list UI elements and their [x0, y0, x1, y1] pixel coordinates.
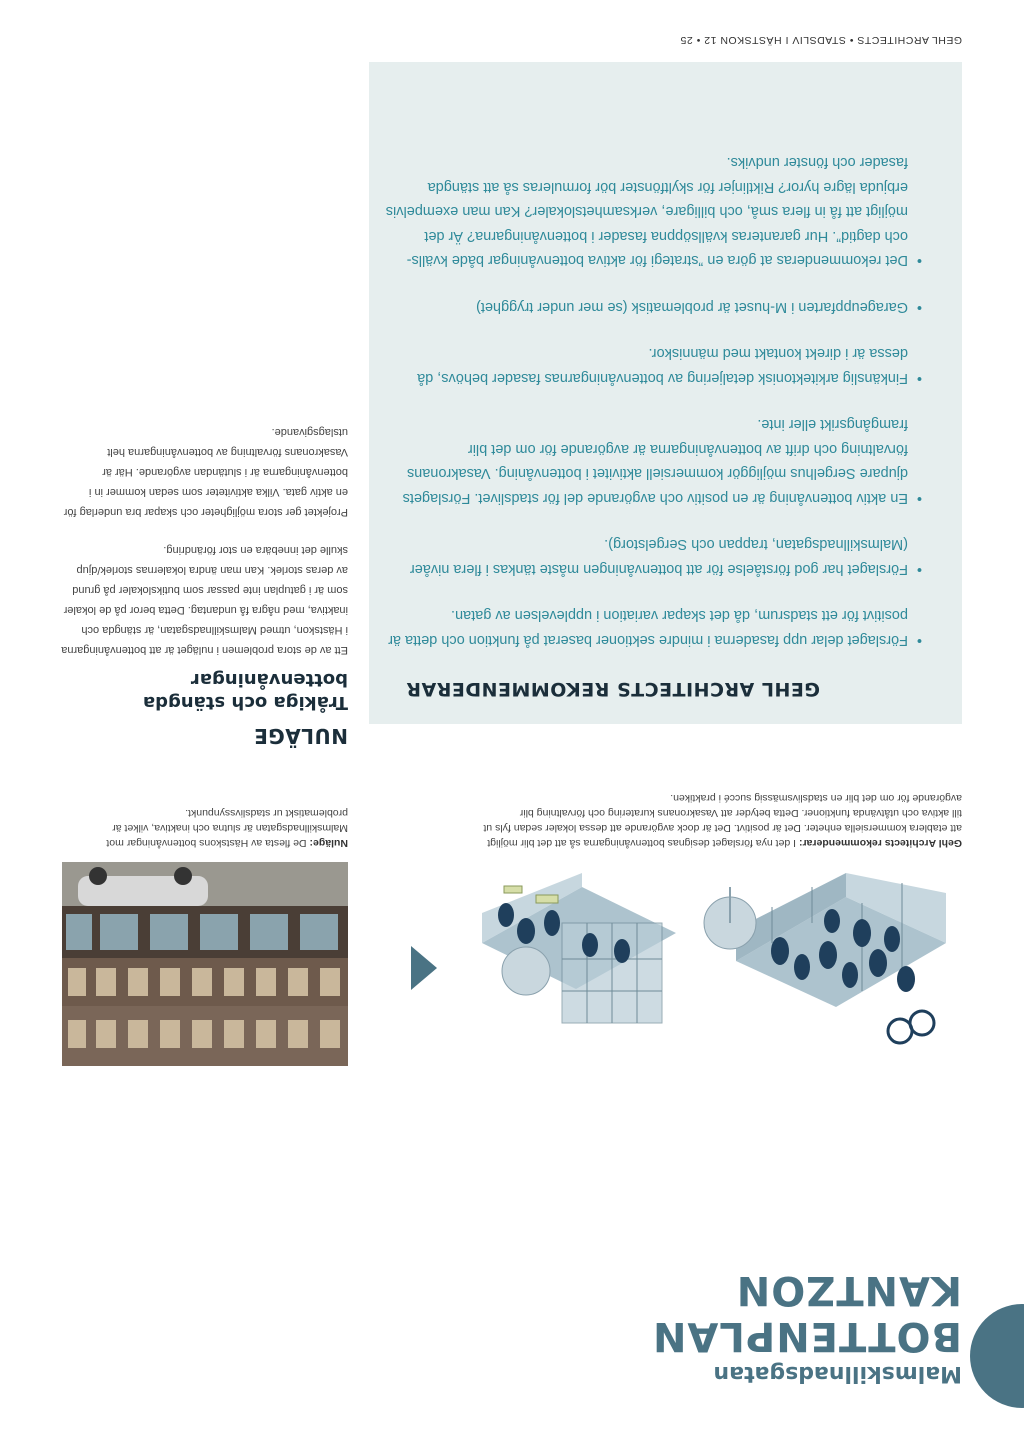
current-caption-label: Nuläge:: [309, 837, 348, 849]
recommendations-box: [369, 62, 962, 724]
current-situation-subheading: Tråkiga och stängda bottenvåningar: [142, 669, 348, 713]
arrow-between-diagrams: [682, 955, 697, 981]
current-situation-column: [58, 404, 348, 748]
recommendation-item: • En aktiv bottenvåning är en positiv och avgörande del för stadslivet. Förslagets djupare Sergelhus möjliggör kommersiell aktivitet i bottenvåning. Vasakronans förvaltning och drift av bottenvåningarna är avgörande för om det blir framgångsrikt eller inte.: [382, 412, 922, 510]
recommendation-item: • Förslaget delar upp fasaderna i mindre sektioner baserat på funktion och detta är positivt för ett stadsrum, då det skapar variation i upplevelsen av gatan.: [382, 603, 922, 652]
recommendation-item: • Förslaget har god förståelse för att bottenvåningen måste tänkas i flera nivåer (Malmskillnadsgatan, trappan och Sergelstorg).: [382, 532, 922, 581]
recommendation-item: • Garageuppfarten i M-huset är problematisk (se mer under trygghet): [382, 295, 922, 320]
recommendation-caption-text: I det nya förslaget designas bottenvåningarna så att det blir möjligt att etablera kommersiella enheter. Det är positivt. Det är dock avgörande att dessa lokaler sedan fyls ut till aktiva och utåtvända funktioner. Detta betyder att Vasakronans kuratering och förvaltning blir avgörande för om det blir en stadslivsmässig succé i praktiken.: [483, 792, 962, 849]
page-tab-marker: [970, 1304, 1024, 1408]
page-title: BOTTENPLAN KANTZON: [651, 1267, 962, 1359]
recommendation-item: • Det rekommenderas at göra en ”strategi för aktiva bottenvåningar både kvälls- och dagtid”. Hur garanteras kvällsöppna fasader i bottenvåningarna? Är det möjligt att få in flera små, och billigare, verksamhetslokaler? Kan man exempelvis erbjuda lägre hyror? Riktlinjer för skyltfönster bör formuleras så att stängda fasader och fönster undviks.: [382, 150, 922, 273]
current-caption: [62, 805, 348, 850]
recommendations-title: GEHL ARCHITECTS REKOMMENDERAR: [405, 678, 820, 700]
diagram-evening-activity: [704, 873, 946, 1043]
diagram-ground-floor-units: [482, 873, 676, 1023]
recommendations-list: [382, 128, 922, 652]
proposal-diagrams: [482, 873, 962, 1063]
current-caption-text: De flesta av Hästskons bottenvåningar mot Malmskillnadsgatan är slutna och inaktiva, vilket är problematiskt ur stadslivssynpunkt.: [106, 807, 348, 849]
current-situation-paragraph: Ett av de stora problemen i nuläget är att bottenvåningarna i Hästskon, utmed Malmskillnadsgatan, är stängda och inaktiva, med några få undantag. Detta beror på de lokaler som är i gatuplan inte passar som butikslokaler på grund av deras storlek. Kan man ändra lokalernas storlek/djup skulle det innebära en stor förändring.: [61, 544, 348, 656]
facade-photo: [62, 862, 348, 1066]
arrow-icon: [409, 946, 437, 990]
current-situation-paragraph: Projektet ger stora möjligheter och skapar bra underlag för en aktiv gata. Vilka aktiviteter som sedan kommer in i bottenvåningarna är i slutändan avgörande. Här är Vasakronans förvaltning av bottenvåningarna helt utslagsgivande.: [63, 426, 348, 518]
recommendation-item: • Finkänslig arkitektonisk detaljering av bottenvåningarnas fasader behövs, då dessa är i direkt kontakt med människor.: [382, 341, 922, 390]
current-situation-heading: NULÄGE: [253, 724, 348, 748]
recommendation-caption-label: Gehl Architects rekommenderar:: [798, 837, 962, 849]
page-subtitle: Malmskillnadsgatan: [713, 1361, 962, 1386]
title-block: [442, 1267, 962, 1386]
page-footer: GEHL ARCHITECTS • STADSLIV I HÄSTSKON 12 • 25: [680, 34, 962, 46]
recommendation-caption: [482, 790, 962, 850]
